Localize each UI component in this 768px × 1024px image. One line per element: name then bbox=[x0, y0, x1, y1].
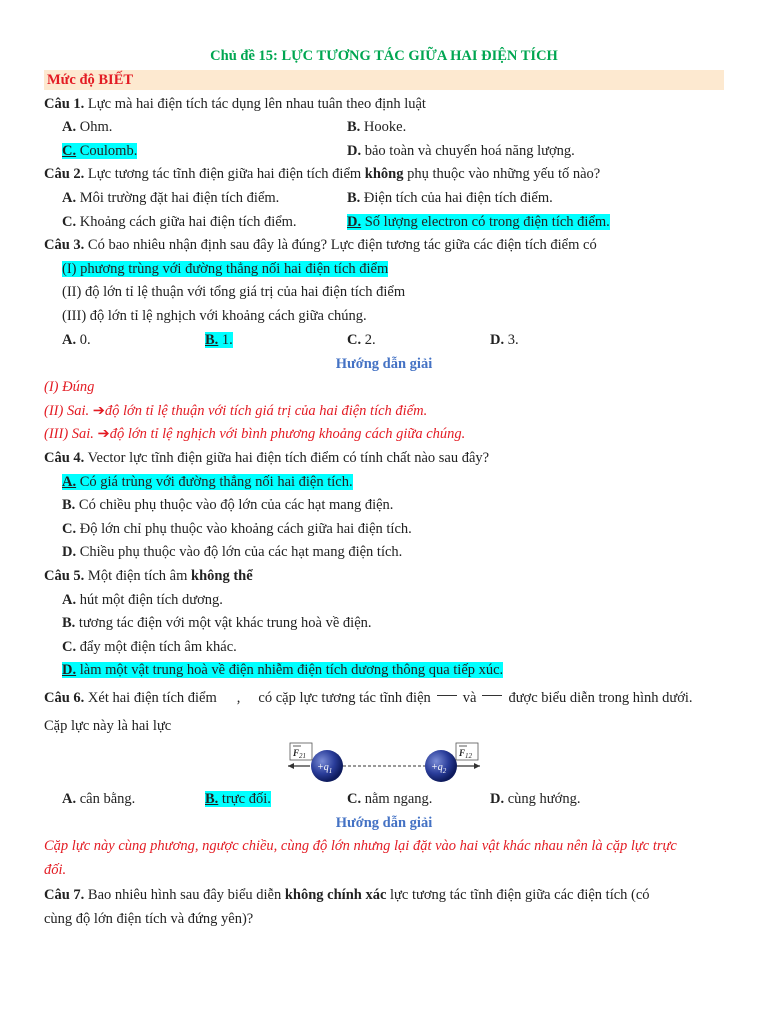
q3-option-c: C. 2. bbox=[347, 332, 376, 348]
q3-explain-2: (II) Sai. ➔độ lớn tỉ lệ thuận với tích giá trị của hai điện tích điểm. bbox=[44, 403, 428, 419]
q3-explain-1: (I) Đúng bbox=[44, 379, 95, 395]
q6-option-c: C. nằm ngang. bbox=[347, 791, 433, 807]
q3-option-d: D. 3. bbox=[490, 332, 519, 348]
question-3: Câu 3. Có bao nhiêu nhận định sau đây là đúng? Lực điện tương tác giữa các điện tích điểm có bbox=[44, 237, 597, 253]
q5-option-d-answer: D. làm một vật trung hoà về điện nhiễm điện tích dương thông qua tiếp xúc. bbox=[62, 662, 504, 678]
guide-heading: Hướng dẫn giải bbox=[335, 356, 433, 372]
q4-option-b: B. Có chiều phụ thuộc vào độ lớn của các hạt mang điện. bbox=[62, 497, 394, 513]
q3-statement-1: (I) phương trùng với đường thẳng nối hai điện tích điểm bbox=[62, 261, 389, 277]
q5-option-b: B. tương tác điện với một vật khác trung hoà về điện. bbox=[62, 615, 372, 631]
vector-placeholder bbox=[437, 695, 457, 696]
charge-force-figure bbox=[280, 740, 490, 790]
question-7-line2: cùng độ lớn điện tích và đứng yên)? bbox=[44, 911, 254, 927]
question-5: Câu 5. Một điện tích âm không thể bbox=[44, 568, 253, 584]
vector-placeholder bbox=[482, 695, 502, 696]
q6-option-d: D. cùng hướng. bbox=[490, 791, 581, 807]
level-heading: Mức độ BIẾT bbox=[44, 70, 724, 90]
q1-option-d: D. bảo toàn và chuyển hoá năng lượng. bbox=[347, 143, 575, 159]
force-f21-arrowhead bbox=[288, 763, 294, 769]
q1-option-c-answer: C. Coulomb. bbox=[62, 143, 138, 159]
q5-option-c: C. đẩy một điện tích âm khác. bbox=[62, 639, 237, 655]
question-7: Câu 7. Bao nhiêu hình sau đây biểu diễn không chính xác lực tương tác tĩnh điện giữa các điện tích (có bbox=[44, 887, 650, 903]
question-2: Câu 2. Lực tương tác tĩnh điện giữa hai điện tích điểm không phụ thuộc vào những yếu tố nào? bbox=[44, 166, 601, 182]
label-f21: $F_{21}$ bbox=[293, 748, 307, 760]
q6-explain-2: đối. bbox=[44, 862, 67, 878]
arrow-icon: ➔ bbox=[92, 403, 105, 419]
force-f12-arrowhead bbox=[474, 763, 480, 769]
label-f12: $F_{12}$ bbox=[459, 748, 473, 760]
q3-statement-3: (III) độ lớn tỉ lệ nghịch với khoảng cách giữa chúng. bbox=[62, 308, 367, 324]
label-q2: $+q_2$ bbox=[431, 762, 447, 775]
q3-explain-3: (III) Sai. ➔độ lớn tỉ lệ nghịch với bình phương khoảng cách giữa chúng. bbox=[44, 426, 466, 442]
question-1: Câu 1. Lực mà hai điện tích tác dụng lên nhau tuân theo định luật bbox=[44, 96, 426, 112]
q2-option-c: C. Khoảng cách giữa hai điện tích điểm. bbox=[62, 214, 297, 230]
q3-option-a: A. 0. bbox=[62, 332, 91, 348]
question-4: Câu 4. Vector lực tĩnh điện giữa hai điện tích điểm có tính chất nào sau đây? bbox=[44, 450, 490, 466]
guide-heading-2: Hướng dẫn giải bbox=[335, 815, 433, 831]
q6-option-b-answer: B. trực đối. bbox=[205, 791, 271, 807]
q1-option-a: A. Ohm. bbox=[62, 119, 113, 135]
q6-explain-1: Cặp lực này cùng phương, ngược chiều, cùng độ lớn nhưng lại đặt vào hai vật khác nhau nên là cặp lực trực bbox=[44, 838, 677, 854]
q1-option-b: B. Hooke. bbox=[347, 119, 407, 135]
q4-option-d: D. Chiều phụ thuộc vào độ lớn của các hạt mang điện tích. bbox=[62, 544, 403, 560]
arrow-icon: ➔ bbox=[97, 426, 110, 442]
q5-option-a: A. hút một điện tích dương. bbox=[62, 592, 223, 608]
page-title: Chủ đề 15: LỰC TƯƠNG TÁC GIỮA HAI ĐIỆN TÍCH bbox=[210, 48, 558, 64]
question-6-line2: Cặp lực này là hai lực bbox=[44, 718, 172, 734]
q2-option-a: A. Môi trường đặt hai điện tích điểm. bbox=[62, 190, 280, 206]
label-q1: $+q_1$ bbox=[317, 762, 333, 775]
q6-option-a: A. cân bằng. bbox=[62, 791, 136, 807]
q4-option-c: C. Độ lớn chỉ phụ thuộc vào khoảng cách giữa hai điện tích. bbox=[62, 521, 412, 537]
q2-option-b: B. Điện tích của hai điện tích điểm. bbox=[347, 190, 553, 206]
q3-statement-2: (II) độ lớn tỉ lệ thuận với tổng giá trị của hai điện tích điểm bbox=[62, 284, 406, 300]
q2-option-d-answer: D. Số lượng electron có trong điện tích điểm. bbox=[347, 214, 610, 230]
question-6: Câu 6. Xét hai điện tích điểm , có cặp lực tương tác tĩnh điện và được biểu diễn trong hình dưới. bbox=[44, 690, 693, 706]
q3-option-b-answer: B. 1. bbox=[205, 332, 233, 348]
q4-option-a-answer: A. Có giá trùng với đường thẳng nối hai điện tích. bbox=[62, 474, 353, 490]
